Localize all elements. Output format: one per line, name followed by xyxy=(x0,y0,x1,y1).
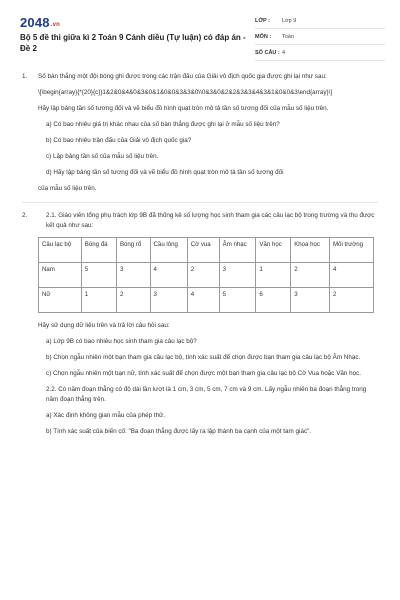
meta-value: Toán xyxy=(282,33,294,40)
table-header-cell: Văn học xyxy=(256,238,291,263)
page-title: Bộ 5 đề thi giữa kì 2 Toán 9 Cánh diều (Tự luận) có đáp án - Đề 2 xyxy=(20,33,246,53)
question-number: 2. xyxy=(22,212,28,219)
question-part: a) Lớp 9B có bao nhiêu học sinh tham gia câu lạc bộ? xyxy=(46,338,197,345)
question-divider xyxy=(22,202,378,203)
meta-value: Lớp 9 xyxy=(282,17,297,24)
table-header-row xyxy=(39,238,374,263)
meta-key: SỐ CÂU : xyxy=(255,49,280,56)
table-header-cell: Câu lạc bộ xyxy=(39,238,82,263)
meta-value: 4 xyxy=(282,49,286,56)
exam-meta xyxy=(255,13,385,61)
table-cell: 3 xyxy=(116,263,150,288)
question-part: a) Có bao nhiêu giá trị khác nhau của số bàn thắng được ghi lại ở mẫu số liệu trên? xyxy=(46,121,280,128)
club-statistics-table xyxy=(38,237,374,313)
table-cell: 3 xyxy=(291,288,330,313)
exam-content xyxy=(0,72,400,443)
question-text: 2.2. Có năm đoạn thẳng có độ dài lần lượt là 1 cm, 3 cm, 5 cm, 7 cm và 9 cm. Lấy ngẫu nhiên ba đoạn thẳng trong năm đoạn thẳng trên. xyxy=(46,386,367,403)
meta-row-question-count xyxy=(255,45,385,61)
site-logo[interactable] xyxy=(20,15,60,30)
meta-key: LỚP : xyxy=(255,17,270,24)
table-cell: 3 xyxy=(219,263,256,288)
table-cell: 2 xyxy=(116,288,150,313)
meta-row-class xyxy=(255,13,385,29)
question-text: Số bàn thắng một đội bóng ghi được trong các trận đấu của Giải vô địch quốc gia được ghi lại như sau: xyxy=(38,73,327,80)
table-header-cell: Bóng đá xyxy=(81,238,116,263)
table-cell: 2 xyxy=(187,263,219,288)
table-cell: 5 xyxy=(219,288,256,313)
table-row xyxy=(39,263,374,288)
question-text: 2.1. Giáo viên tổng phụ trách lớp 9B đã thống kê số lượng học sinh tham gia các câu lạc bộ trong trường và thu được kết quả như sau: xyxy=(46,212,375,229)
question-ask: Hãy sử dụng dữ liệu trên và trả lời câu hỏi sau: xyxy=(38,322,170,329)
table-cell: 2 xyxy=(329,288,373,313)
table-cell: 6 xyxy=(256,288,291,313)
meta-row-subject xyxy=(255,29,385,45)
question-task: Hãy lập bảng tần số tương đối và vẽ biểu đồ hình quạt tròn mô tả tần số tương đối của mẫu số liệu trên. xyxy=(38,105,329,112)
question-part: c) Chọn ngẫu nhiên một bạn nữ, tính xác suất để chọn được một bạn tham gia câu lạc bộ Cờ Vua hoặc Văn học. xyxy=(46,370,362,377)
page-header xyxy=(0,0,400,62)
table-header-cell: Bóng rổ xyxy=(116,238,150,263)
question-part: a) Xác định không gian mẫu của phép thử. xyxy=(46,412,166,419)
table-header-cell: Khoa học xyxy=(291,238,330,263)
table-header-cell: Môi trường xyxy=(329,238,373,263)
table-cell: 2 xyxy=(291,263,330,288)
logo-text: 2048 xyxy=(20,15,50,30)
table-cell: 3 xyxy=(150,288,187,313)
question-number: 1. xyxy=(22,73,28,80)
table-row xyxy=(39,288,374,313)
question-1 xyxy=(0,72,400,194)
question-part-continued: của mẫu số liệu trên. xyxy=(38,185,97,192)
question-2 xyxy=(0,211,400,437)
table-cell: Nữ xyxy=(39,288,82,313)
latex-source: \[\begin{array}{*{20}{c}}1&2&0&4&0&3&0&1&0&0&3&3&0\\0&3&0&2&2&3&3&4&3&1&0&0&3\end{array}\] xyxy=(38,89,333,96)
table-header-cell: Âm nhạc xyxy=(219,238,256,263)
table-cell: 4 xyxy=(150,263,187,288)
table-cell: 4 xyxy=(329,263,373,288)
question-part: b) Chọn ngẫu nhiên một bạn tham gia câu lạc bộ, tính xác suất để chọn được bạn tham gia câu lạc bộ Âm Nhạc. xyxy=(46,354,361,361)
question-part: b) Có bao nhiêu trận đấu của Giải vô địch quốc gia? xyxy=(46,137,192,144)
table-cell: 4 xyxy=(187,288,219,313)
question-part: b) Tính xác suất của biến cố: "Ba đoạn thẳng được lấy ra lập thành ba cạnh của một tam giác". xyxy=(46,428,312,435)
table-cell: 5 xyxy=(81,263,116,288)
meta-key: MÔN : xyxy=(255,33,272,40)
logo-suffix: .vn xyxy=(50,22,61,28)
table-cell: Nam xyxy=(39,263,82,288)
table-header-cell: Cờ vua xyxy=(187,238,219,263)
table-cell: 1 xyxy=(256,263,291,288)
question-part: d) Hãy lập bảng tần số tương đối và vẽ biểu đồ hình quạt tròn mô tả tần số tương đối xyxy=(46,169,284,176)
table-cell: 1 xyxy=(81,288,116,313)
question-part: c) Lập bảng tần số của mẫu số liệu trên. xyxy=(46,153,159,160)
table-header-cell: Cầu lông xyxy=(150,238,187,263)
